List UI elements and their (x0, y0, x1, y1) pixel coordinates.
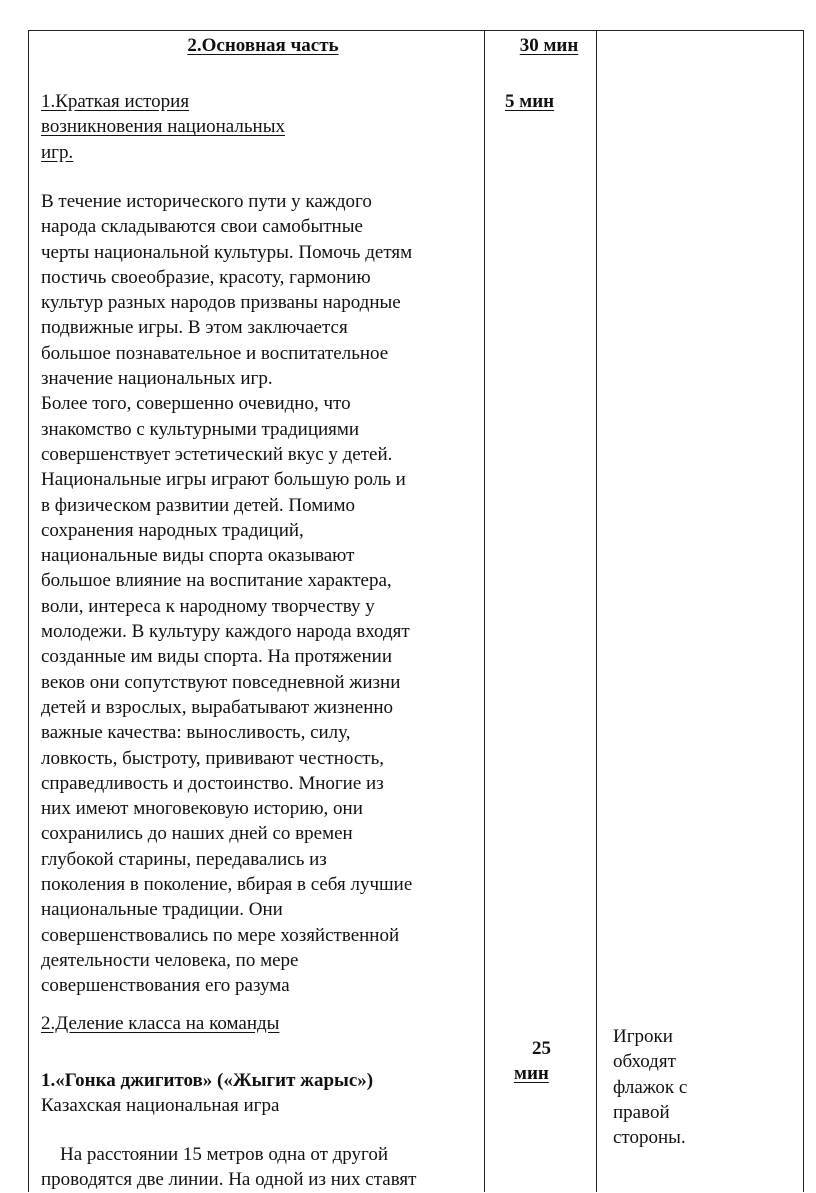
game-title: 1.«Гонка джигитов» («Жыгит жарыс») (41, 1070, 374, 1091)
paragraph-line: ловкость, быстроту, прививают честность, (41, 747, 385, 769)
paragraph-line: В течение исторического пути у каждого (41, 191, 372, 212)
paragraph-line: совершенствует эстетический вкус у детей. (41, 443, 393, 465)
paragraph-line: сохранились до наших дней со времен (41, 823, 353, 845)
paragraph-line: них имеют многовековую историю, они (41, 798, 363, 820)
section-time: 30 мин (519, 35, 579, 56)
item1-title-line: 1.Краткая история (41, 91, 190, 112)
game-note-line: правой (613, 1101, 670, 1123)
game-text-line: проводятся две линии. На одной из них ставят (41, 1169, 417, 1191)
paragraph-line: совершенствования его разума (41, 975, 290, 997)
paragraph-line: воли, интереса к народному творчеству у (41, 595, 375, 617)
paragraph-line: в физическом развитии детей. Помимо (41, 494, 355, 516)
paragraph-line: народа складываются свои самобытные (41, 216, 363, 238)
game-time-unit: мин (514, 1063, 549, 1084)
paragraph-line: поколения в поколение, вбирая в себя лучшие (41, 874, 413, 896)
game-text-line: На расстоянии 15 метров одна от другой (41, 1144, 389, 1165)
item1-paragraph (41, 189, 477, 999)
paragraph-line: детей и взрослых, вырабатывают жизненно (41, 696, 394, 718)
item1-title-line: возникновения национальных (41, 116, 285, 138)
paragraph-line: справедливость и достоинство. Многие из (41, 772, 384, 794)
paragraph-line: подвижные игры. В этом заключается (41, 317, 348, 339)
paragraph-line: большое познавательное и воспитательное (41, 342, 389, 364)
paragraph-line: сохранения народных традиций, (41, 519, 304, 541)
game-note (613, 1024, 687, 1150)
paragraph-line: совершенствовались по мере хозяйственной (41, 924, 400, 946)
paragraph-line: Более того, совершенно очевидно, что (41, 393, 351, 415)
column-divider-1 (484, 30, 485, 1192)
column-divider-2 (596, 30, 597, 1192)
paragraph-line: национальные традиции. Они (41, 899, 283, 921)
game-note-line: обходят (613, 1051, 676, 1073)
item2-title: 2.Деление класса на команды (41, 1013, 280, 1034)
game-subtitle: Казахская национальная игра (41, 1095, 280, 1116)
paragraph-line: глубокой старины, передавались из (41, 848, 327, 870)
paragraph-line: созданные им виды спорта. На протяжении (41, 646, 392, 668)
paragraph-line: культур разных народов призваны народные (41, 292, 401, 314)
game-note-line: стороны. (613, 1127, 686, 1149)
paragraph-line: важные качества: выносливость, силу, (41, 722, 351, 744)
section-title: 2.Основная часть (187, 35, 339, 56)
game-text (41, 1142, 477, 1193)
item1-time: 5 мин (505, 91, 555, 112)
paragraph-line: веков они сопутствуют повседневной жизни (41, 671, 401, 693)
paragraph-line: Национальные игры играют большую роль и (41, 469, 406, 491)
item1-title-line: игр. (41, 141, 74, 163)
game-note-line: флажок с (613, 1076, 688, 1098)
paragraph-line: деятельности человека, по мере (41, 949, 299, 971)
paragraph-line: значение национальных игр. (41, 368, 273, 390)
paragraph-line: молодежи. В культуру каждого народа входят (41, 621, 410, 643)
game-note-line: Игроки (613, 1026, 673, 1047)
game-time-number: 25 (532, 1038, 551, 1059)
paragraph-line: черты национальной культуры. Помочь детям (41, 241, 413, 263)
paragraph-line: знакомство с культурными традициями (41, 418, 360, 440)
paragraph-line: постичь своеобразие, красоту, гармонию (41, 266, 371, 288)
item1-title (41, 89, 477, 165)
paragraph-line: национальные виды спорта оказывают (41, 545, 355, 567)
paragraph-line: большое влияние на воспитание характера, (41, 570, 392, 592)
